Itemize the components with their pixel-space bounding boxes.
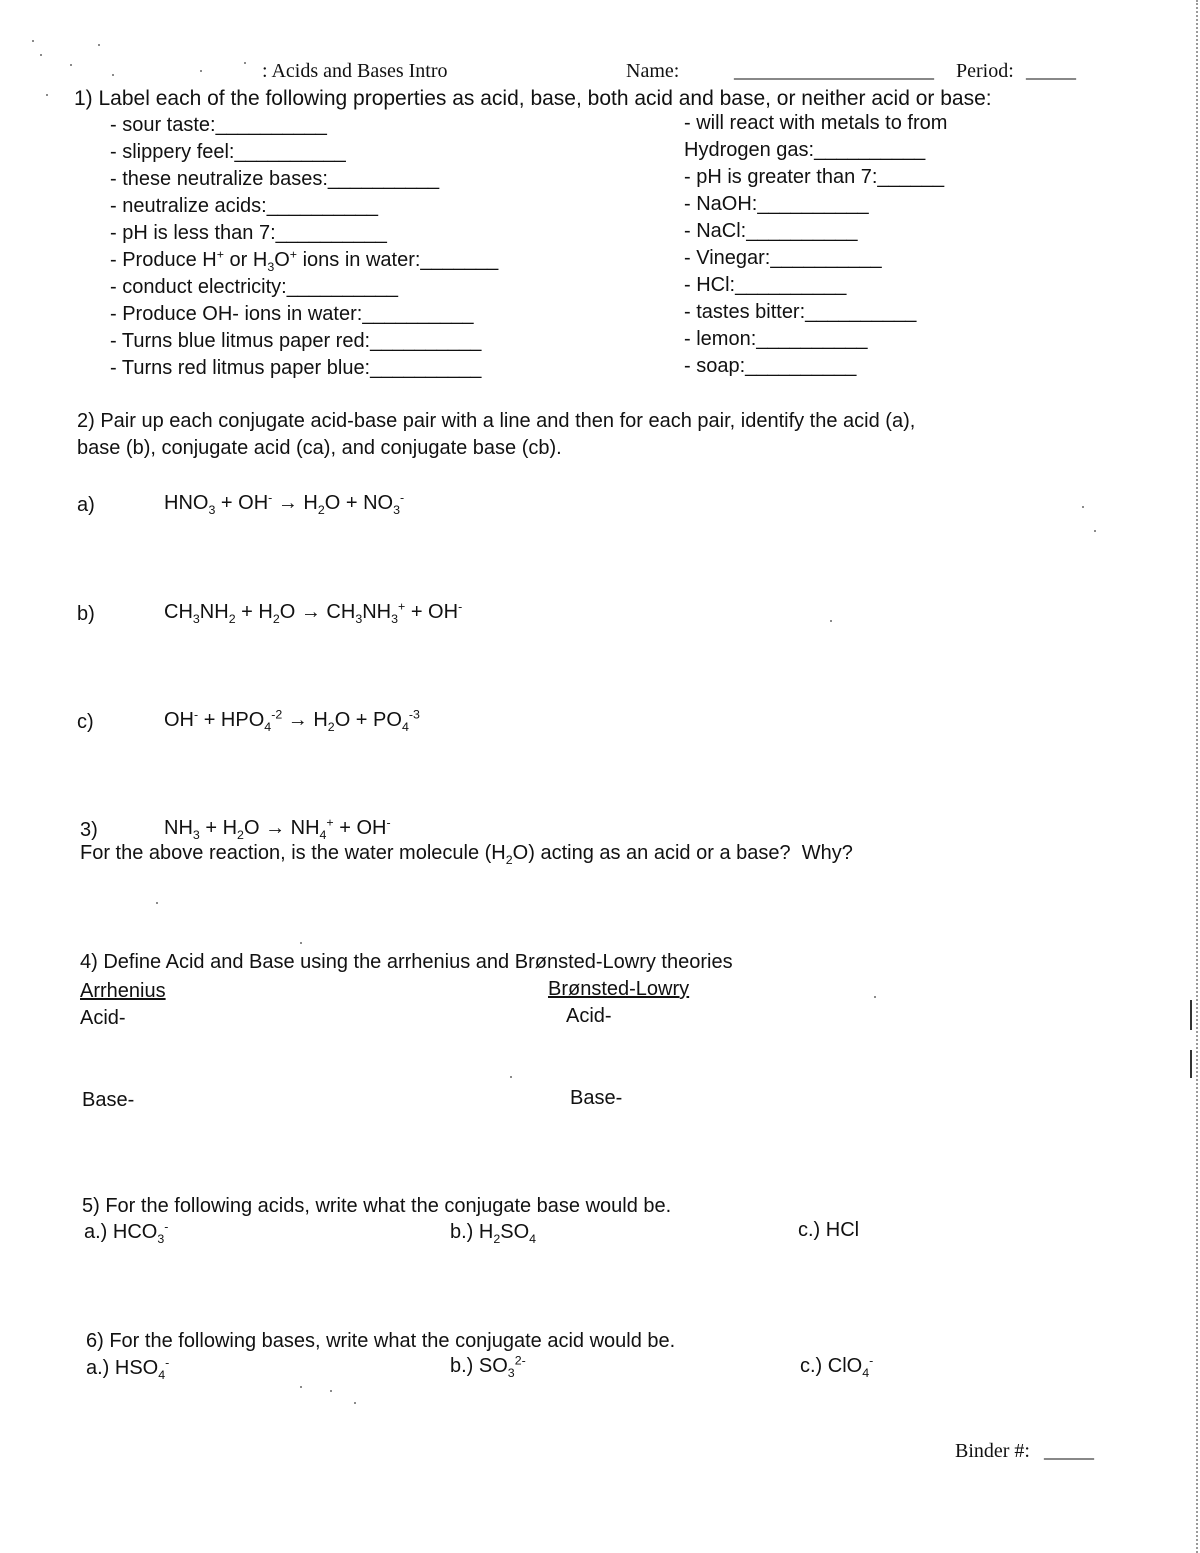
q1-item-hcl[interactable]: - HCl:__________: [684, 274, 847, 296]
q5c: c.) HCl: [798, 1219, 860, 1241]
q1-item-naoh[interactable]: - NaOH:__________: [684, 193, 869, 215]
scan-speck: [244, 62, 246, 64]
q4-prompt: 4) Define Acid and Base using the arrhenius and Brønsted-Lowry theories: [80, 951, 733, 973]
scan-edge-mark: [1190, 1000, 1192, 1030]
q2c-label: c): [77, 711, 94, 733]
q1-item-ph-less-7[interactable]: - pH is less than 7:__________: [110, 222, 387, 244]
scan-speck: [98, 44, 100, 46]
bronsted-acid-label: Acid-: [566, 1005, 612, 1027]
q2a-label: a): [77, 494, 95, 516]
q3-label: 3): [80, 819, 98, 841]
q1-item-produce-h3o[interactable]: - Produce H+ or $H_3O^+$ ions in water:_______: [110, 247, 499, 274]
period-label: Period:: [956, 60, 1014, 82]
q1-item-neutralize-bases[interactable]: - these neutralize bases:__________: [110, 168, 440, 190]
scan-edge-mark: [1190, 1050, 1192, 1078]
q1-item-nacl[interactable]: - NaCl:__________: [684, 220, 858, 242]
scan-speck: [830, 620, 832, 622]
binder-label: Binder #:: [955, 1440, 1030, 1462]
scan-speck: [1082, 506, 1084, 508]
q1-item-hydrogen-gas[interactable]: Hydrogen gas:__________: [684, 139, 926, 161]
name-label: Name:: [626, 60, 680, 82]
q1-item-conduct-electricity[interactable]: - conduct electricity:__________: [110, 276, 398, 298]
q2-prompt-line1: 2) Pair up each conjugate acid-base pair with a line and then for each pair, identify the acid (a),: [77, 410, 916, 432]
scan-speck: [40, 54, 42, 56]
q1-item-produce-oh[interactable]: - Produce OH- ions in water:__________: [110, 303, 474, 325]
arrhenius-base-label: Base-: [82, 1089, 135, 1111]
scan-edge-dotted-line: [1196, 0, 1198, 1553]
bronsted-heading: Brønsted-Lowry: [548, 978, 690, 1000]
q1-item-lemon[interactable]: - lemon:__________: [684, 328, 868, 350]
scan-speck: [1094, 530, 1096, 532]
q1-item-red-litmus[interactable]: - Turns red litmus paper blue:__________: [110, 357, 482, 379]
scan-speck: [46, 94, 48, 96]
q1-item-blue-litmus[interactable]: - Turns blue litmus paper red:__________: [110, 330, 482, 352]
q6-prompt: 6) For the following bases, write what the conjugate acid would be.: [86, 1330, 676, 1352]
name-field[interactable]: ____________________: [734, 60, 934, 82]
q1-item-soap[interactable]: - soap:__________: [684, 355, 857, 377]
worksheet-title: : Acids and Bases Intro: [262, 60, 448, 82]
scan-speck: [330, 1390, 332, 1392]
scan-speck: [300, 942, 302, 944]
q6a: a.) $HSO_4^-$: [86, 1355, 170, 1382]
q1-item-neutralize-acids[interactable]: - neutralize acids:__________: [110, 195, 378, 217]
q5-prompt: 5) For the following acids, write what the conjugate base would be.: [82, 1195, 672, 1217]
scan-speck: [112, 74, 114, 76]
scan-speck: [200, 70, 202, 72]
period-field[interactable]: _____: [1026, 60, 1076, 82]
bronsted-base-label: Base-: [570, 1087, 623, 1109]
q5b: b.) $H_2SO_4$: [450, 1221, 537, 1246]
q1-item-slippery-feel[interactable]: - slippery feel:__________: [110, 141, 346, 163]
q2-prompt-line2: base (b), conjugate acid (ca), and conjugate base (cb).: [77, 437, 562, 459]
scan-speck: [32, 40, 34, 42]
q2b-label: b): [77, 603, 95, 625]
scan-speck: [300, 1386, 302, 1388]
q6c: c.) ClO$_4$-: [800, 1353, 874, 1380]
q6b: b.) $SO_3^{2-}$: [450, 1353, 526, 1380]
q2a-equation: $HNO_3 + OH^- \to H_2O + NO_3^-$: [164, 490, 405, 517]
q1-item-ph-greater-7[interactable]: - pH is greater than 7:______: [684, 166, 945, 188]
scan-speck: [354, 1402, 356, 1404]
q3-equation: $NH_3 + H_2O \to NH_4^+ + OH^-$: [164, 815, 391, 842]
q1-item-react-metals: - will react with metals to from: [684, 112, 948, 134]
scan-speck: [70, 64, 72, 66]
q1-item-sour-taste[interactable]: - sour taste:__________: [110, 114, 327, 136]
scan-speck: [874, 996, 876, 998]
q1-prompt: 1) Label each of the following properties as acid, base, both acid and base, or neither acid or base:: [74, 87, 992, 110]
scan-speck: [510, 1076, 512, 1078]
arrhenius-acid-label: Acid-: [80, 1007, 126, 1029]
binder-field[interactable]: _____: [1044, 1440, 1094, 1462]
q2c-equation: $OH^- + HPO_4^{-2} \to H_2O + PO_4^{-3}$: [164, 707, 420, 734]
q5a: a.) $HCO_3^-$: [84, 1219, 169, 1246]
scan-speck: [156, 902, 158, 904]
q2b-equation: $CH_3NH_2 + H_2O \to CH_3NH_3^+ + OH^-$: [164, 599, 463, 626]
q3-question: For the above reaction, is the water molecule $(H_2O)$ acting as an acid or a base? Why?: [80, 842, 853, 867]
q1-item-tastes-bitter[interactable]: - tastes bitter:__________: [684, 301, 917, 323]
q1-item-vinegar[interactable]: - Vinegar:__________: [684, 247, 882, 269]
arrhenius-heading: Arrhenius: [80, 980, 166, 1002]
